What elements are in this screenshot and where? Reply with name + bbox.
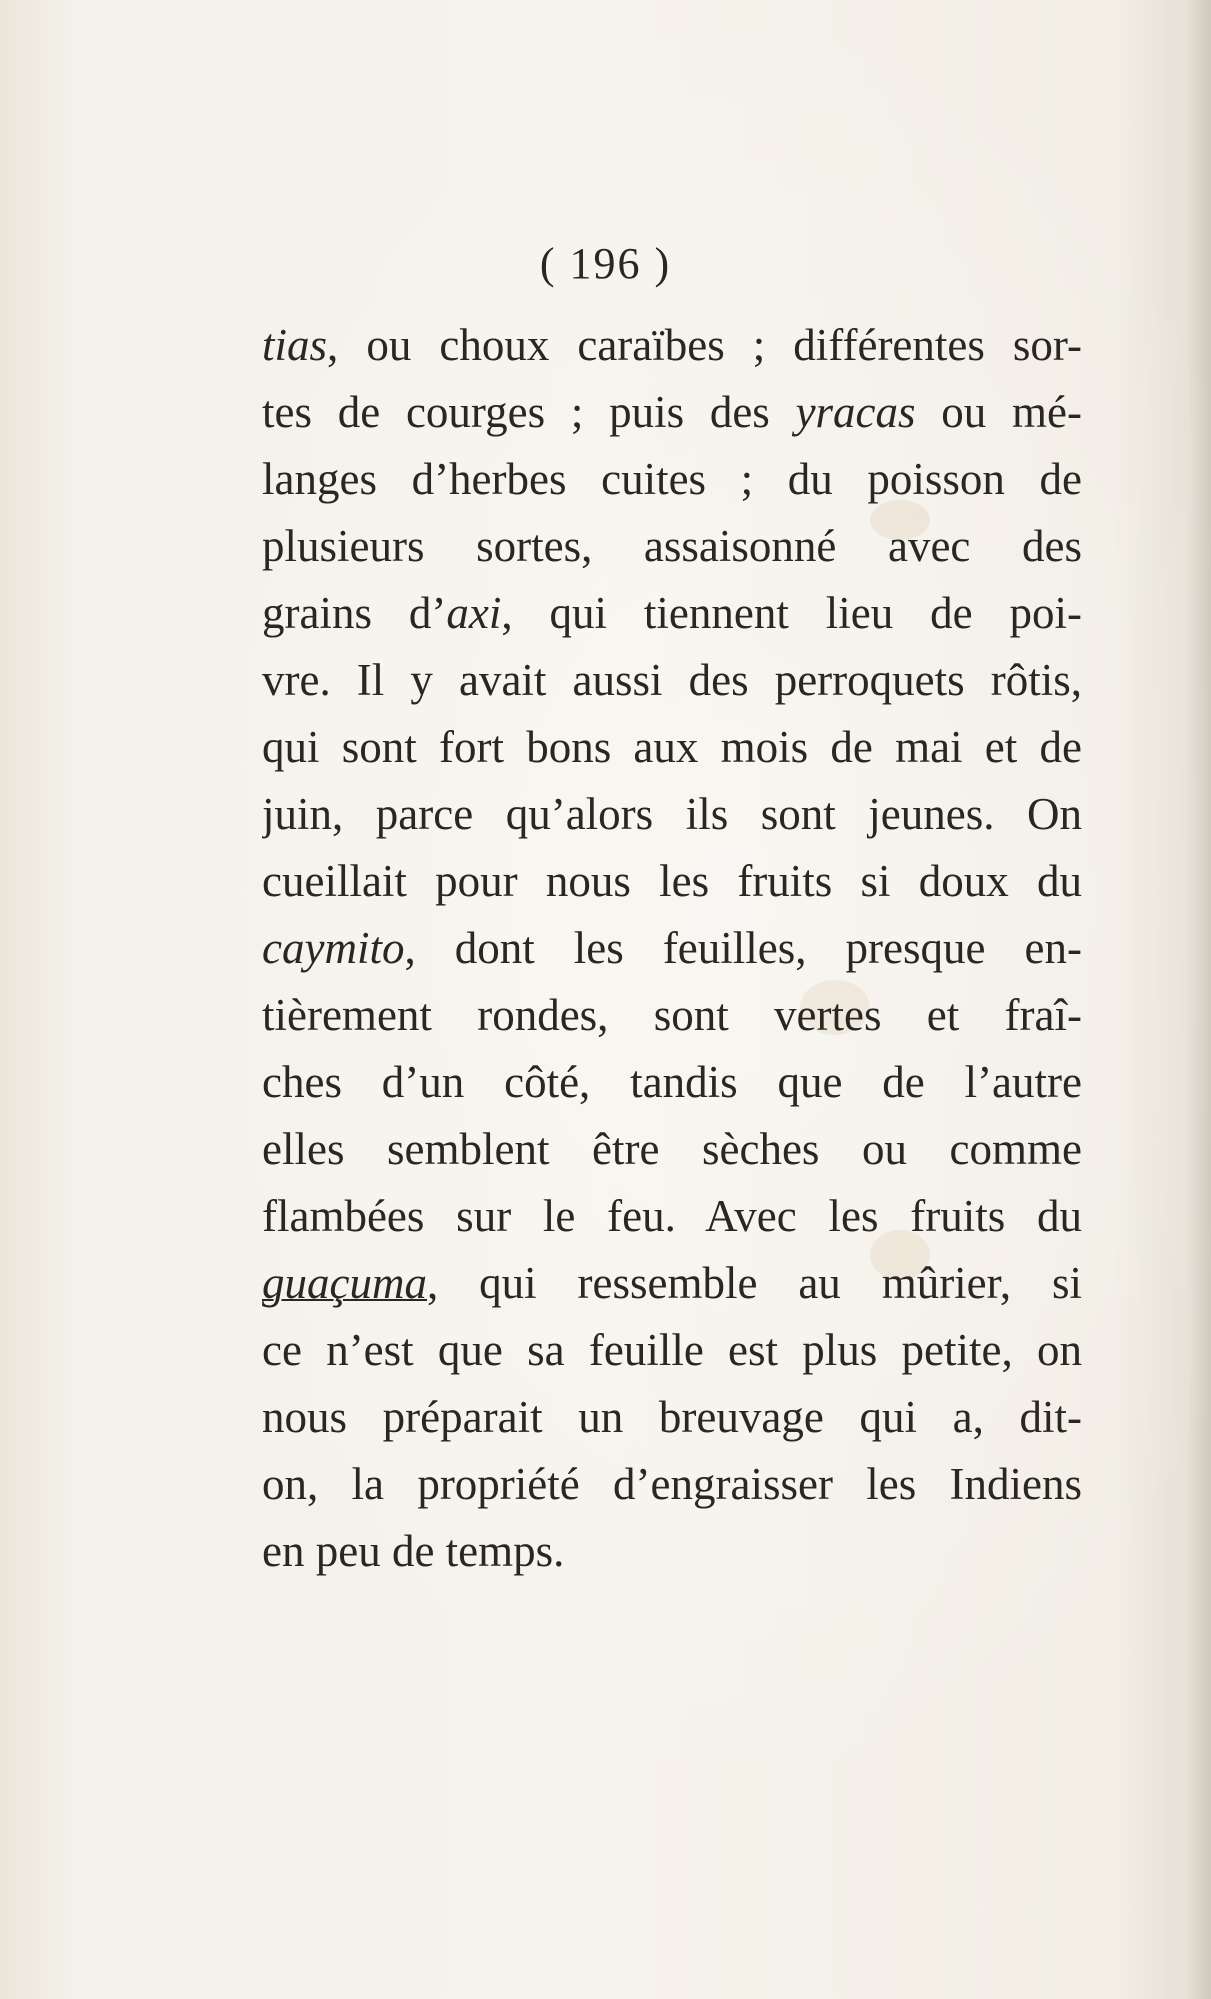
text-segment: , ou choux caraïbes ; différentes sor- xyxy=(327,320,1082,370)
text-line xyxy=(262,781,1082,848)
text-line xyxy=(262,379,1082,446)
text-line xyxy=(262,1451,1082,1518)
italic-term: caymito xyxy=(262,923,405,973)
text-line xyxy=(262,1116,1082,1183)
text-line xyxy=(262,1250,1082,1317)
text-line xyxy=(262,848,1082,915)
text-line xyxy=(262,1317,1082,1384)
text-segment: ches d’un côté, tandis que de l’autre xyxy=(262,1057,1082,1107)
text-line xyxy=(262,312,1082,379)
text-segment: tes de courges ; puis des xyxy=(262,387,796,437)
text-segment: nous préparait un breuvage qui a, dit- xyxy=(262,1392,1082,1442)
text-segment: vre. Il y avait aussi des perroquets rôtis, xyxy=(262,655,1082,705)
text-line xyxy=(262,1384,1082,1451)
text-segment: , qui tiennent lieu de poi- xyxy=(501,588,1082,638)
text-line xyxy=(262,714,1082,781)
text-line xyxy=(262,513,1082,580)
italic-term: axi xyxy=(446,588,502,638)
text-segment: elles semblent être sèches ou comme xyxy=(262,1124,1082,1174)
italic-term: yracas xyxy=(795,387,916,437)
text-segment: en peu de temps. xyxy=(262,1526,565,1576)
text-line xyxy=(262,1049,1082,1116)
page-edge-shadow xyxy=(1187,0,1211,1999)
text-line xyxy=(262,446,1082,513)
text-line xyxy=(262,915,1082,982)
text-line xyxy=(262,580,1082,647)
text-segment: , dont les feuilles, presque en- xyxy=(404,923,1082,973)
text-segment: on, la propriété d’engraisser les Indiens xyxy=(262,1459,1082,1509)
italic-term: guaçuma xyxy=(262,1258,427,1308)
text-segment: tièrement rondes, sont vertes et fraî- xyxy=(262,990,1082,1040)
text-line xyxy=(262,647,1082,714)
text-segment: ce n’est que sa feuille est plus petite, on xyxy=(262,1325,1082,1375)
page-number: ( 196 ) xyxy=(539,239,672,288)
text-line xyxy=(262,1518,1082,1585)
text-segment: langes d’herbes cuites ; du poisson de xyxy=(262,454,1082,504)
text-line xyxy=(262,1183,1082,1250)
text-segment: qui sont fort bons aux mois de mai et de xyxy=(262,722,1082,772)
text-segment: cueillait pour nous les fruits si doux du xyxy=(262,856,1082,906)
italic-term: tias xyxy=(262,320,328,370)
text-segment: flambées sur le feu. Avec les fruits du xyxy=(262,1191,1082,1241)
text-line xyxy=(262,982,1082,1049)
text-segment: juin, parce qu’alors ils sont jeunes. On xyxy=(262,789,1082,839)
text-segment: , qui ressemble au mûrier, si xyxy=(426,1258,1082,1308)
text-segment: ou mé- xyxy=(915,387,1082,437)
text-segment: grains d’ xyxy=(262,588,447,638)
text-segment: plusieurs sortes, assaisonné avec des xyxy=(262,521,1082,571)
body-text xyxy=(262,312,1082,1585)
